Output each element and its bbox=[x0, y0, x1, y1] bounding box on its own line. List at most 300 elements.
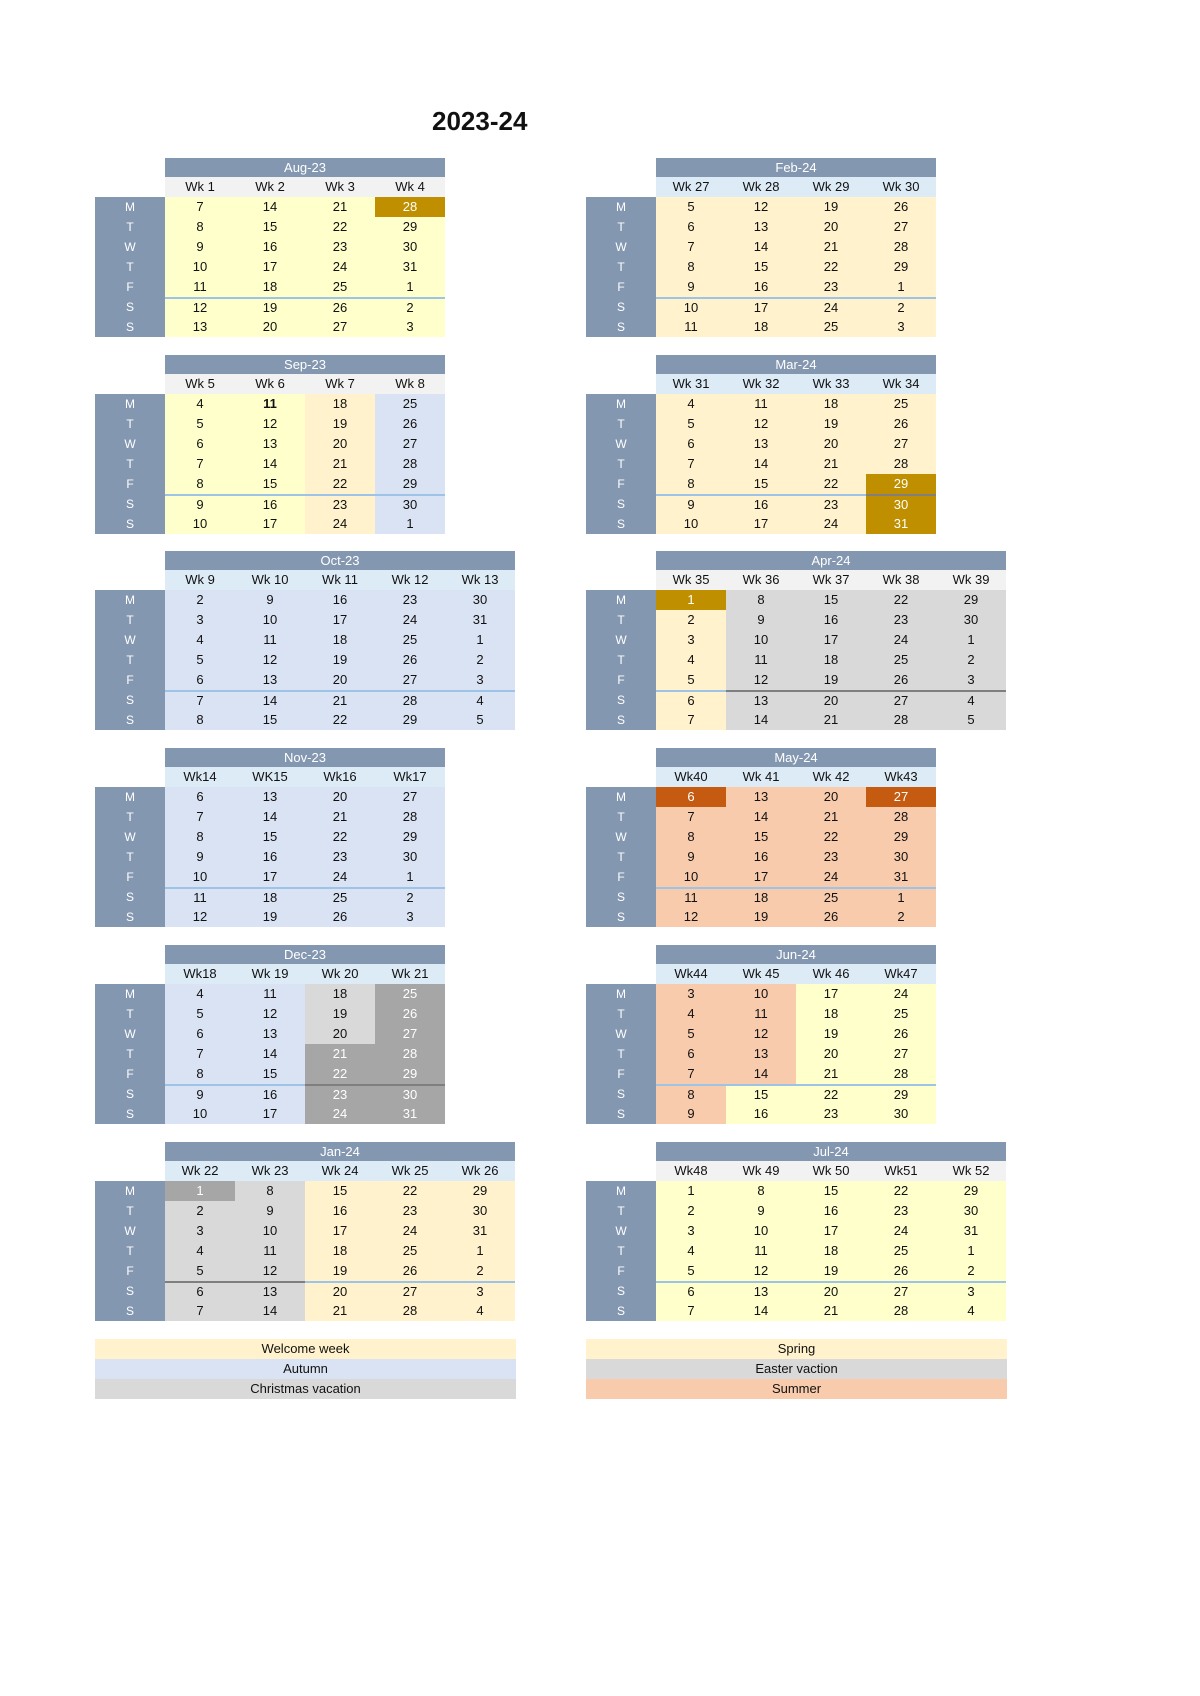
weekday-label: S bbox=[616, 517, 625, 531]
date-cell: 20 bbox=[305, 1024, 375, 1044]
date-cell: 11 bbox=[235, 394, 305, 414]
date-cell: 15 bbox=[726, 474, 796, 494]
week-number: Wk48 bbox=[656, 1161, 726, 1181]
date-cell: 4 bbox=[445, 1301, 515, 1321]
week-column bbox=[165, 590, 235, 730]
date-cell: 27 bbox=[866, 787, 936, 807]
week-column bbox=[445, 1181, 515, 1321]
date-cell: 31 bbox=[866, 514, 936, 534]
date-cell: 5 bbox=[445, 710, 515, 730]
date-cell: 31 bbox=[936, 1221, 1006, 1241]
date-cell: 30 bbox=[936, 610, 1006, 630]
date-cell: 13 bbox=[235, 1281, 305, 1301]
weekday-label: T bbox=[126, 417, 134, 431]
weekday-label: S bbox=[125, 517, 134, 531]
date-cell: 21 bbox=[796, 710, 866, 730]
date-cell: 2 bbox=[866, 907, 936, 927]
weekday-label: M bbox=[616, 397, 626, 411]
date-cell: 9 bbox=[165, 494, 235, 514]
date-cell: 6 bbox=[656, 1044, 726, 1064]
date-cell: 8 bbox=[165, 710, 235, 730]
weekday-label: S bbox=[125, 1087, 134, 1101]
weekday-label: T bbox=[617, 810, 625, 824]
weekday-label: S bbox=[616, 300, 625, 314]
weekday-label: S bbox=[125, 1284, 134, 1298]
weekday-label: T bbox=[126, 260, 134, 274]
week-column bbox=[165, 984, 235, 1124]
date-cell: 29 bbox=[375, 217, 445, 237]
date-cell: 15 bbox=[305, 1181, 375, 1201]
date-cell: 22 bbox=[305, 710, 375, 730]
week-column bbox=[305, 394, 375, 534]
date-cell: 12 bbox=[726, 197, 796, 217]
date-cell: 13 bbox=[235, 787, 305, 807]
date-cell: 24 bbox=[866, 1221, 936, 1241]
date-cell: 9 bbox=[656, 277, 726, 297]
date-cell: 27 bbox=[375, 434, 445, 454]
date-cell: 25 bbox=[375, 984, 445, 1004]
date-cell: 4 bbox=[165, 984, 235, 1004]
week-column bbox=[866, 197, 936, 337]
date-grid bbox=[165, 394, 445, 534]
date-cell: 29 bbox=[375, 710, 445, 730]
month-header: Jul-24 bbox=[656, 1142, 1006, 1161]
weekday-label: F bbox=[126, 673, 134, 687]
date-cell: 19 bbox=[305, 414, 375, 434]
date-cell: 2 bbox=[445, 1261, 515, 1281]
date-cell: 12 bbox=[165, 297, 235, 317]
date-cell: 21 bbox=[796, 454, 866, 474]
date-cell: 29 bbox=[866, 474, 936, 494]
week-number: Wk44 bbox=[656, 964, 726, 984]
date-cell: 17 bbox=[235, 514, 305, 534]
date-cell: 25 bbox=[866, 394, 936, 414]
date-grid bbox=[165, 197, 445, 337]
date-cell: 26 bbox=[375, 1261, 445, 1281]
date-cell: 6 bbox=[656, 217, 726, 237]
weekday-label: S bbox=[616, 497, 625, 511]
date-cell: 30 bbox=[445, 1201, 515, 1221]
weekday-label: M bbox=[616, 593, 626, 607]
date-cell: 5 bbox=[936, 710, 1006, 730]
date-cell: 11 bbox=[656, 887, 726, 907]
date-cell: 28 bbox=[866, 454, 936, 474]
month-header: Sep-23 bbox=[165, 355, 445, 374]
date-cell: 8 bbox=[165, 217, 235, 237]
date-cell: 13 bbox=[726, 434, 796, 454]
week-number-row bbox=[165, 374, 445, 394]
date-cell: 8 bbox=[656, 474, 726, 494]
weekday-label: M bbox=[125, 987, 135, 1001]
week-number: Wk47 bbox=[866, 964, 936, 984]
date-grid bbox=[656, 197, 936, 337]
month-header: Jun-24 bbox=[656, 945, 936, 964]
date-cell: 16 bbox=[726, 847, 796, 867]
date-cell: 7 bbox=[165, 807, 235, 827]
week-column bbox=[796, 394, 866, 534]
date-cell: 7 bbox=[656, 454, 726, 474]
week-number: Wk 33 bbox=[796, 374, 866, 394]
date-cell: 7 bbox=[656, 1301, 726, 1321]
date-cell: 16 bbox=[305, 590, 375, 610]
date-cell: 28 bbox=[375, 1044, 445, 1064]
date-cell: 22 bbox=[866, 1181, 936, 1201]
date-cell: 10 bbox=[726, 630, 796, 650]
week-number: Wk 5 bbox=[165, 374, 235, 394]
date-cell: 22 bbox=[796, 257, 866, 277]
date-cell: 19 bbox=[796, 414, 866, 434]
week-number: Wk 45 bbox=[726, 964, 796, 984]
date-cell: 13 bbox=[235, 1024, 305, 1044]
weekday-label: W bbox=[615, 830, 627, 844]
date-cell: 24 bbox=[305, 514, 375, 534]
date-cell: 21 bbox=[796, 1301, 866, 1321]
date-cell: 20 bbox=[796, 1281, 866, 1301]
date-cell: 24 bbox=[305, 867, 375, 887]
weekday-label: T bbox=[617, 1007, 625, 1021]
date-cell: 16 bbox=[235, 847, 305, 867]
date-cell: 27 bbox=[305, 317, 375, 337]
date-cell: 19 bbox=[305, 650, 375, 670]
date-cell: 28 bbox=[866, 1301, 936, 1321]
date-cell: 26 bbox=[866, 414, 936, 434]
week-column bbox=[726, 1181, 796, 1321]
week-number: Wk 28 bbox=[726, 177, 796, 197]
week-column bbox=[305, 590, 375, 730]
date-cell: 10 bbox=[165, 514, 235, 534]
date-cell: 5 bbox=[656, 1261, 726, 1281]
date-cell: 8 bbox=[656, 827, 726, 847]
weekday-label: S bbox=[125, 300, 134, 314]
date-cell: 15 bbox=[796, 590, 866, 610]
date-cell: 20 bbox=[305, 670, 375, 690]
week-number: Wk16 bbox=[305, 767, 375, 787]
date-cell: 6 bbox=[656, 690, 726, 710]
date-cell: 16 bbox=[235, 237, 305, 257]
date-cell: 9 bbox=[165, 237, 235, 257]
date-cell: 23 bbox=[305, 237, 375, 257]
date-cell: 29 bbox=[936, 590, 1006, 610]
week-number: Wk 39 bbox=[936, 570, 1006, 590]
date-cell: 19 bbox=[305, 1261, 375, 1281]
weekday-label: S bbox=[125, 910, 134, 924]
weekday-label: T bbox=[617, 260, 625, 274]
week-number-row bbox=[656, 767, 936, 787]
week-column bbox=[375, 590, 445, 730]
date-cell: 26 bbox=[866, 1024, 936, 1044]
weekday-label: T bbox=[617, 417, 625, 431]
date-cell: 28 bbox=[375, 197, 445, 217]
week-number: Wk 11 bbox=[305, 570, 375, 590]
date-cell: 23 bbox=[305, 847, 375, 867]
date-cell: 17 bbox=[235, 257, 305, 277]
weekday-label: F bbox=[126, 1264, 134, 1278]
date-cell: 4 bbox=[165, 394, 235, 414]
date-cell: 20 bbox=[305, 787, 375, 807]
date-cell: 27 bbox=[375, 1024, 445, 1044]
weekday-label-column bbox=[95, 394, 165, 534]
week-column bbox=[165, 1181, 235, 1321]
week-column bbox=[445, 590, 515, 730]
weekday-label: M bbox=[125, 593, 135, 607]
week-column bbox=[165, 787, 235, 927]
month-header: Nov-23 bbox=[165, 748, 445, 767]
weekday-label: M bbox=[125, 790, 135, 804]
date-cell: 25 bbox=[305, 887, 375, 907]
date-cell: 3 bbox=[656, 984, 726, 1004]
date-cell: 10 bbox=[165, 257, 235, 277]
date-cell: 9 bbox=[726, 1201, 796, 1221]
date-cell: 6 bbox=[165, 670, 235, 690]
date-cell: 17 bbox=[796, 984, 866, 1004]
weekday-label: T bbox=[617, 220, 625, 234]
week-number: Wk17 bbox=[375, 767, 445, 787]
date-cell: 22 bbox=[796, 474, 866, 494]
weekday-label: F bbox=[617, 673, 625, 687]
date-cell: 12 bbox=[235, 650, 305, 670]
date-cell: 14 bbox=[235, 1044, 305, 1064]
date-cell: 28 bbox=[866, 807, 936, 827]
date-cell: 23 bbox=[796, 494, 866, 514]
date-cell: 1 bbox=[936, 1241, 1006, 1261]
weekday-label-column bbox=[586, 197, 656, 337]
weekday-label: S bbox=[125, 1107, 134, 1121]
date-cell: 17 bbox=[726, 867, 796, 887]
week-number: Wk 7 bbox=[305, 374, 375, 394]
date-cell: 12 bbox=[726, 414, 796, 434]
date-cell: 23 bbox=[796, 847, 866, 867]
week-column bbox=[235, 787, 305, 927]
date-grid bbox=[656, 787, 936, 927]
weekday-label: F bbox=[617, 1067, 625, 1081]
week-number: Wk 29 bbox=[796, 177, 866, 197]
weekday-label: F bbox=[126, 870, 134, 884]
weekday-label-column bbox=[95, 984, 165, 1124]
date-cell: 17 bbox=[235, 1104, 305, 1124]
date-cell: 5 bbox=[656, 670, 726, 690]
date-cell: 15 bbox=[235, 710, 305, 730]
date-cell: 7 bbox=[656, 1064, 726, 1084]
date-cell: 22 bbox=[375, 1181, 445, 1201]
date-cell: 1 bbox=[936, 630, 1006, 650]
date-cell: 2 bbox=[656, 610, 726, 630]
date-cell: 21 bbox=[796, 1064, 866, 1084]
legend-left bbox=[95, 1339, 516, 1399]
date-cell: 3 bbox=[375, 317, 445, 337]
date-cell: 13 bbox=[235, 670, 305, 690]
date-cell: 16 bbox=[726, 277, 796, 297]
week-number: Wk 12 bbox=[375, 570, 445, 590]
date-grid bbox=[165, 984, 445, 1124]
week-column bbox=[796, 787, 866, 927]
month-header: Dec-23 bbox=[165, 945, 445, 964]
week-number: Wk 24 bbox=[305, 1161, 375, 1181]
week-column bbox=[375, 787, 445, 927]
date-cell: 14 bbox=[235, 690, 305, 710]
date-cell: 29 bbox=[375, 474, 445, 494]
week-number: Wk 38 bbox=[866, 570, 936, 590]
date-cell: 28 bbox=[866, 237, 936, 257]
month-header: Oct-23 bbox=[165, 551, 515, 570]
date-cell: 13 bbox=[726, 217, 796, 237]
date-cell: 9 bbox=[656, 494, 726, 514]
date-cell: 16 bbox=[726, 1104, 796, 1124]
date-cell: 29 bbox=[866, 257, 936, 277]
weekday-label: S bbox=[125, 320, 134, 334]
date-cell: 18 bbox=[305, 630, 375, 650]
week-number: Wk 13 bbox=[445, 570, 515, 590]
date-cell: 18 bbox=[796, 1004, 866, 1024]
date-cell: 2 bbox=[656, 1201, 726, 1221]
date-cell: 11 bbox=[726, 650, 796, 670]
date-cell: 8 bbox=[656, 1084, 726, 1104]
date-cell: 12 bbox=[726, 670, 796, 690]
week-number: Wk 30 bbox=[866, 177, 936, 197]
week-number: Wk 3 bbox=[305, 177, 375, 197]
weekday-label: M bbox=[125, 1184, 135, 1198]
weekday-label: T bbox=[617, 653, 625, 667]
date-cell: 1 bbox=[656, 1181, 726, 1201]
date-cell: 31 bbox=[375, 257, 445, 277]
date-cell: 18 bbox=[796, 650, 866, 670]
date-cell: 30 bbox=[866, 847, 936, 867]
date-cell: 10 bbox=[726, 984, 796, 1004]
date-cell: 13 bbox=[235, 434, 305, 454]
weekday-label: T bbox=[126, 810, 134, 824]
date-cell: 9 bbox=[656, 1104, 726, 1124]
date-cell: 14 bbox=[726, 807, 796, 827]
date-cell: 4 bbox=[936, 690, 1006, 710]
date-cell: 25 bbox=[375, 394, 445, 414]
date-cell: 9 bbox=[165, 1084, 235, 1104]
date-cell: 23 bbox=[866, 610, 936, 630]
week-column bbox=[866, 590, 936, 730]
date-cell: 18 bbox=[305, 984, 375, 1004]
week-column bbox=[375, 197, 445, 337]
date-cell: 1 bbox=[445, 1241, 515, 1261]
date-cell: 25 bbox=[866, 1241, 936, 1261]
week-column bbox=[235, 394, 305, 534]
date-cell: 21 bbox=[305, 1044, 375, 1064]
date-cell: 19 bbox=[796, 670, 866, 690]
weekday-label: S bbox=[616, 1284, 625, 1298]
weekday-label: M bbox=[616, 1184, 626, 1198]
date-cell: 20 bbox=[796, 690, 866, 710]
date-cell: 17 bbox=[726, 514, 796, 534]
weekday-label: S bbox=[125, 1304, 134, 1318]
date-cell: 18 bbox=[235, 887, 305, 907]
date-cell: 11 bbox=[235, 1241, 305, 1261]
date-cell: 18 bbox=[726, 887, 796, 907]
weekday-label: W bbox=[124, 633, 136, 647]
weekday-label: W bbox=[124, 240, 136, 254]
date-cell: 16 bbox=[796, 1201, 866, 1221]
date-cell: 10 bbox=[726, 1221, 796, 1241]
date-cell: 13 bbox=[726, 690, 796, 710]
date-cell: 24 bbox=[305, 1104, 375, 1124]
date-cell: 29 bbox=[375, 827, 445, 847]
date-cell: 4 bbox=[656, 650, 726, 670]
date-cell: 15 bbox=[726, 1084, 796, 1104]
weekday-label-column bbox=[586, 394, 656, 534]
weekday-label: S bbox=[125, 693, 134, 707]
week-number: Wk 35 bbox=[656, 570, 726, 590]
week-number: Wk 4 bbox=[375, 177, 445, 197]
week-number: Wk 21 bbox=[375, 964, 445, 984]
weekday-label-column bbox=[95, 1181, 165, 1321]
date-cell: 24 bbox=[866, 984, 936, 1004]
date-grid bbox=[165, 1181, 515, 1321]
weekday-label: T bbox=[126, 1047, 134, 1061]
date-cell: 17 bbox=[796, 630, 866, 650]
week-column bbox=[235, 590, 305, 730]
week-number: Wk 9 bbox=[165, 570, 235, 590]
weekday-label: T bbox=[126, 613, 134, 627]
weekday-label: W bbox=[124, 1027, 136, 1041]
date-cell: 6 bbox=[656, 1281, 726, 1301]
date-cell: 3 bbox=[445, 670, 515, 690]
date-cell: 10 bbox=[235, 610, 305, 630]
week-number: Wk 8 bbox=[375, 374, 445, 394]
date-cell: 31 bbox=[445, 610, 515, 630]
date-cell: 14 bbox=[235, 197, 305, 217]
week-column bbox=[726, 394, 796, 534]
week-number-row bbox=[165, 767, 445, 787]
week-column bbox=[235, 1181, 305, 1321]
weekday-label: S bbox=[125, 713, 134, 727]
date-cell: 26 bbox=[305, 297, 375, 317]
weekday-label: W bbox=[124, 830, 136, 844]
date-cell: 31 bbox=[866, 867, 936, 887]
date-cell: 15 bbox=[235, 827, 305, 847]
month-header: Aug-23 bbox=[165, 158, 445, 177]
weekday-label: W bbox=[615, 633, 627, 647]
week-number: Wk 10 bbox=[235, 570, 305, 590]
date-grid bbox=[656, 984, 936, 1124]
date-cell: 11 bbox=[165, 887, 235, 907]
date-cell: 1 bbox=[165, 1181, 235, 1201]
date-cell: 26 bbox=[866, 670, 936, 690]
date-grid bbox=[656, 394, 936, 534]
week-column bbox=[866, 1181, 936, 1321]
week-column bbox=[656, 197, 726, 337]
date-cell: 21 bbox=[305, 454, 375, 474]
weekday-label: W bbox=[615, 437, 627, 451]
date-cell: 4 bbox=[445, 690, 515, 710]
date-grid bbox=[165, 590, 515, 730]
date-cell: 21 bbox=[305, 807, 375, 827]
date-cell: 5 bbox=[165, 650, 235, 670]
date-cell: 26 bbox=[375, 414, 445, 434]
date-cell: 28 bbox=[375, 454, 445, 474]
date-cell: 12 bbox=[235, 414, 305, 434]
date-cell: 21 bbox=[305, 1301, 375, 1321]
week-number: Wk 6 bbox=[235, 374, 305, 394]
weekday-label: T bbox=[617, 1204, 625, 1218]
date-cell: 25 bbox=[796, 317, 866, 337]
weekday-label: F bbox=[126, 280, 134, 294]
date-cell: 3 bbox=[656, 1221, 726, 1241]
date-cell: 5 bbox=[656, 1024, 726, 1044]
date-cell: 9 bbox=[165, 847, 235, 867]
weekday-label: M bbox=[125, 397, 135, 411]
week-number: Wk 36 bbox=[726, 570, 796, 590]
week-number-row bbox=[656, 374, 936, 394]
date-cell: 12 bbox=[235, 1261, 305, 1281]
date-cell: 11 bbox=[726, 1241, 796, 1261]
weekday-label: T bbox=[126, 457, 134, 471]
date-cell: 25 bbox=[796, 887, 866, 907]
